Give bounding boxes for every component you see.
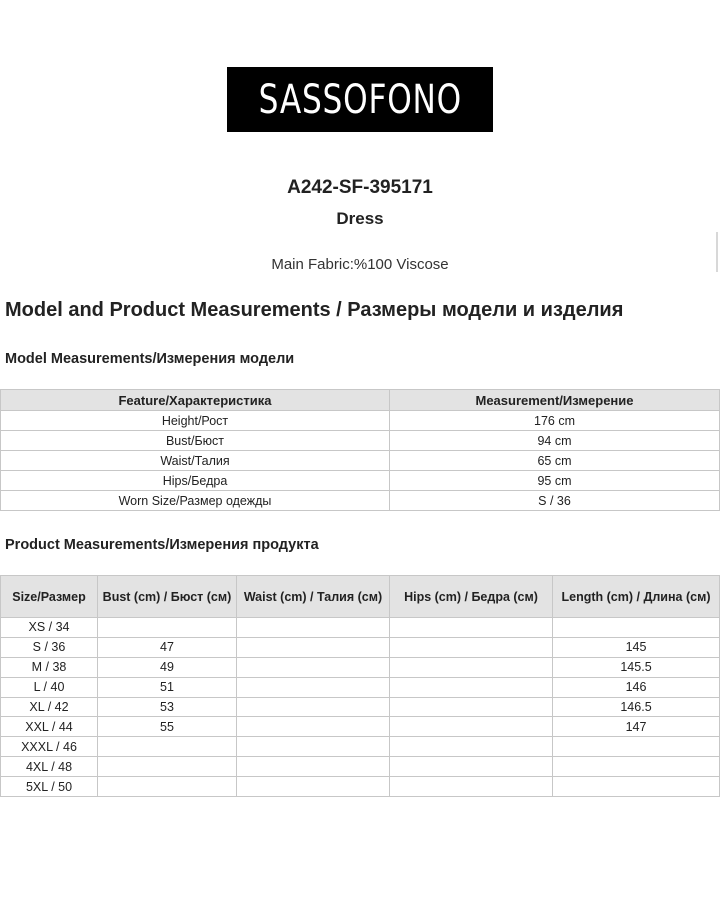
length-cell <box>553 757 720 777</box>
bust-cell <box>98 777 237 797</box>
table-row <box>1 618 720 638</box>
feature-cell: Height/Рост <box>1 411 390 431</box>
hips-cell <box>390 637 553 657</box>
column-header: Waist (cm) / Талия (см) <box>237 576 390 618</box>
table-header-row <box>1 576 720 618</box>
size-cell: XXL / 44 <box>1 717 98 737</box>
hips-cell <box>390 657 553 677</box>
length-cell: 146.5 <box>553 697 720 717</box>
hips-cell <box>390 777 553 797</box>
length-cell <box>553 737 720 757</box>
table-row <box>1 677 720 697</box>
length-cell: 145 <box>553 637 720 657</box>
column-header: Length (cm) / Длина (см) <box>553 576 720 618</box>
waist-cell <box>237 618 390 638</box>
table-row <box>1 697 720 717</box>
size-cell: S / 36 <box>1 637 98 657</box>
table-header-row <box>1 390 720 411</box>
waist-cell <box>237 777 390 797</box>
length-cell <box>553 777 720 797</box>
product-heading: Product Measurements/Измерения продукта <box>5 537 319 553</box>
measurement-cell: S / 36 <box>390 491 720 511</box>
hips-cell <box>390 717 553 737</box>
feature-cell: Hips/Бедра <box>1 471 390 491</box>
size-cell: 4XL / 48 <box>1 757 98 777</box>
bust-cell <box>98 737 237 757</box>
size-cell: XXXL / 46 <box>1 737 98 757</box>
hips-cell <box>390 677 553 697</box>
waist-cell <box>237 657 390 677</box>
size-cell: XL / 42 <box>1 697 98 717</box>
waist-cell <box>237 717 390 737</box>
waist-cell <box>237 677 390 697</box>
hips-cell <box>390 737 553 757</box>
size-cell: XS / 34 <box>1 618 98 638</box>
waist-cell <box>237 697 390 717</box>
bust-cell: 47 <box>98 637 237 657</box>
column-header: Bust (cm) / Бюст (см) <box>98 576 237 618</box>
table-row <box>1 471 720 491</box>
size-cell: M / 38 <box>1 657 98 677</box>
hips-cell <box>390 757 553 777</box>
column-header: Measurement/Измерение <box>390 390 720 411</box>
measurement-cell: 65 cm <box>390 451 720 471</box>
column-header: Feature/Характеристика <box>1 390 390 411</box>
feature-cell: Waist/Талия <box>1 451 390 471</box>
product-type: Dress <box>336 209 384 228</box>
table-row <box>1 737 720 757</box>
table-row <box>1 657 720 677</box>
bust-cell: 55 <box>98 717 237 737</box>
column-header: Size/Размер <box>1 576 98 618</box>
bust-cell <box>98 757 237 777</box>
length-cell: 147 <box>553 717 720 737</box>
feature-cell: Bust/Бюст <box>1 431 390 451</box>
length-cell <box>553 618 720 638</box>
table-row <box>1 777 720 797</box>
table-row <box>1 637 720 657</box>
table-row <box>1 451 720 471</box>
brand-logo-text: SASSOFONO <box>258 76 462 123</box>
table-row <box>1 431 720 451</box>
bust-cell: 51 <box>98 677 237 697</box>
fabric-composition: Main Fabric:%100 Viscose <box>271 256 449 273</box>
brand-logo <box>227 67 493 132</box>
measurement-cell: 176 cm <box>390 411 720 431</box>
measurement-cell: 94 cm <box>390 431 720 451</box>
waist-cell <box>237 757 390 777</box>
measurement-cell: 95 cm <box>390 471 720 491</box>
waist-cell <box>237 637 390 657</box>
column-header: Hips (cm) / Бедра (см) <box>390 576 553 618</box>
model-measurements-table <box>0 389 720 511</box>
bust-cell: 49 <box>98 657 237 677</box>
model-heading: Model Measurements/Измерения модели <box>5 351 295 367</box>
length-cell: 146 <box>553 677 720 697</box>
bust-cell: 53 <box>98 697 237 717</box>
table-row <box>1 491 720 511</box>
hips-cell <box>390 697 553 717</box>
product-measurements-table <box>0 575 720 797</box>
table-row <box>1 411 720 431</box>
table-row <box>1 717 720 737</box>
product-code: A242-SF-395171 <box>287 177 433 198</box>
feature-cell: Worn Size/Размер одежды <box>1 491 390 511</box>
bust-cell <box>98 618 237 638</box>
size-cell: L / 40 <box>1 677 98 697</box>
main-heading: Model and Product Measurements / Размеры модели и изделия <box>5 299 624 321</box>
size-cell: 5XL / 50 <box>1 777 98 797</box>
edge-divider <box>716 232 718 272</box>
length-cell: 145.5 <box>553 657 720 677</box>
waist-cell <box>237 737 390 757</box>
hips-cell <box>390 618 553 638</box>
table-row <box>1 757 720 777</box>
